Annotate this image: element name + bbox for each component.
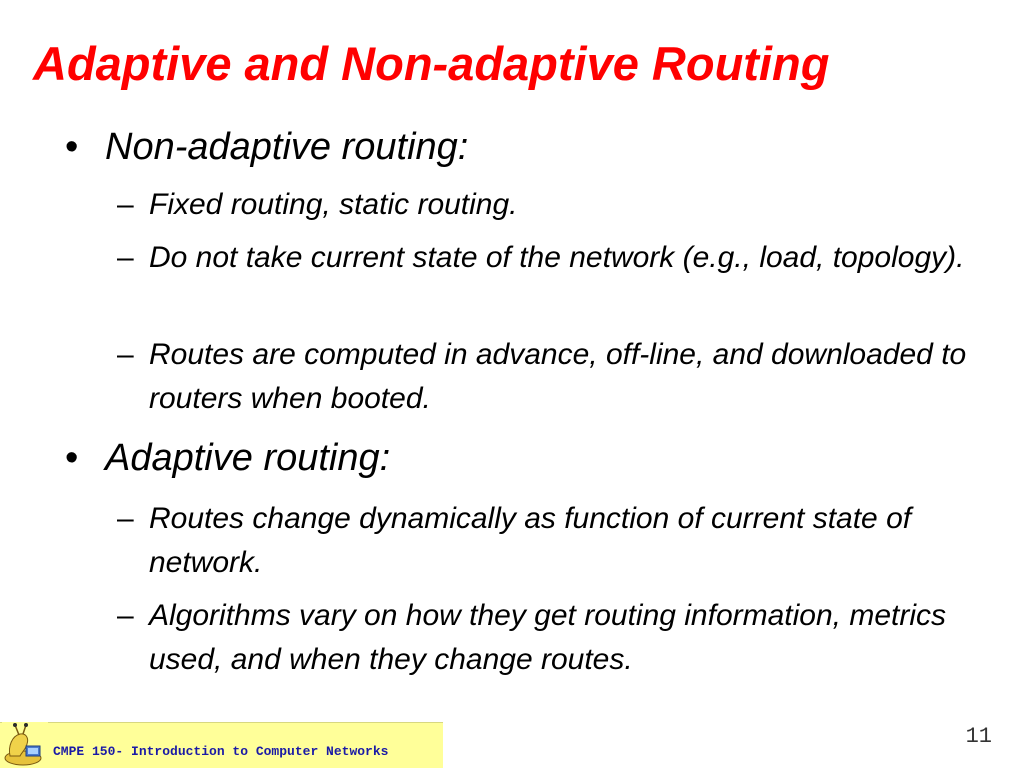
sub-item-text: Do not take current state of the network (e.g., load, topology). <box>149 241 965 274</box>
dash-icon: – <box>117 338 134 371</box>
dash-icon: – <box>117 241 134 274</box>
bullet-label: Adaptive routing: <box>105 437 391 479</box>
bullet-adaptive <box>65 436 390 480</box>
sub-item-text: Routes change dynamically as function of current state of network. <box>149 502 912 579</box>
page-number: 11 <box>965 724 992 749</box>
footer-course-title: CMPE 150- Introduction to Computer Networks <box>53 744 389 759</box>
dash-icon: – <box>117 599 134 632</box>
sub-item-text: Algorithms vary on how they get routing information, metrics used, and when they change routes. <box>149 599 947 676</box>
dash-icon: – <box>117 502 134 535</box>
sub-item <box>117 183 977 227</box>
sub-item-text: Routes are computed in advance, off-line, and downloaded to routers when booted. <box>149 338 967 415</box>
sub-item <box>117 594 977 682</box>
bullet-icon: • <box>65 437 79 479</box>
bullet-label: Non-adaptive routing: <box>105 126 469 168</box>
sub-item <box>117 333 977 421</box>
dash-icon: – <box>117 188 134 221</box>
sub-item-text: Fixed routing, static routing. <box>149 188 518 221</box>
slide-title: Adaptive and Non-adaptive Routing <box>33 37 830 90</box>
bullet-non-adaptive <box>65 125 468 169</box>
sub-item <box>117 236 977 280</box>
bullet-icon: • <box>65 126 79 168</box>
sub-item <box>117 497 977 585</box>
slug-mascot-icon <box>2 722 48 768</box>
